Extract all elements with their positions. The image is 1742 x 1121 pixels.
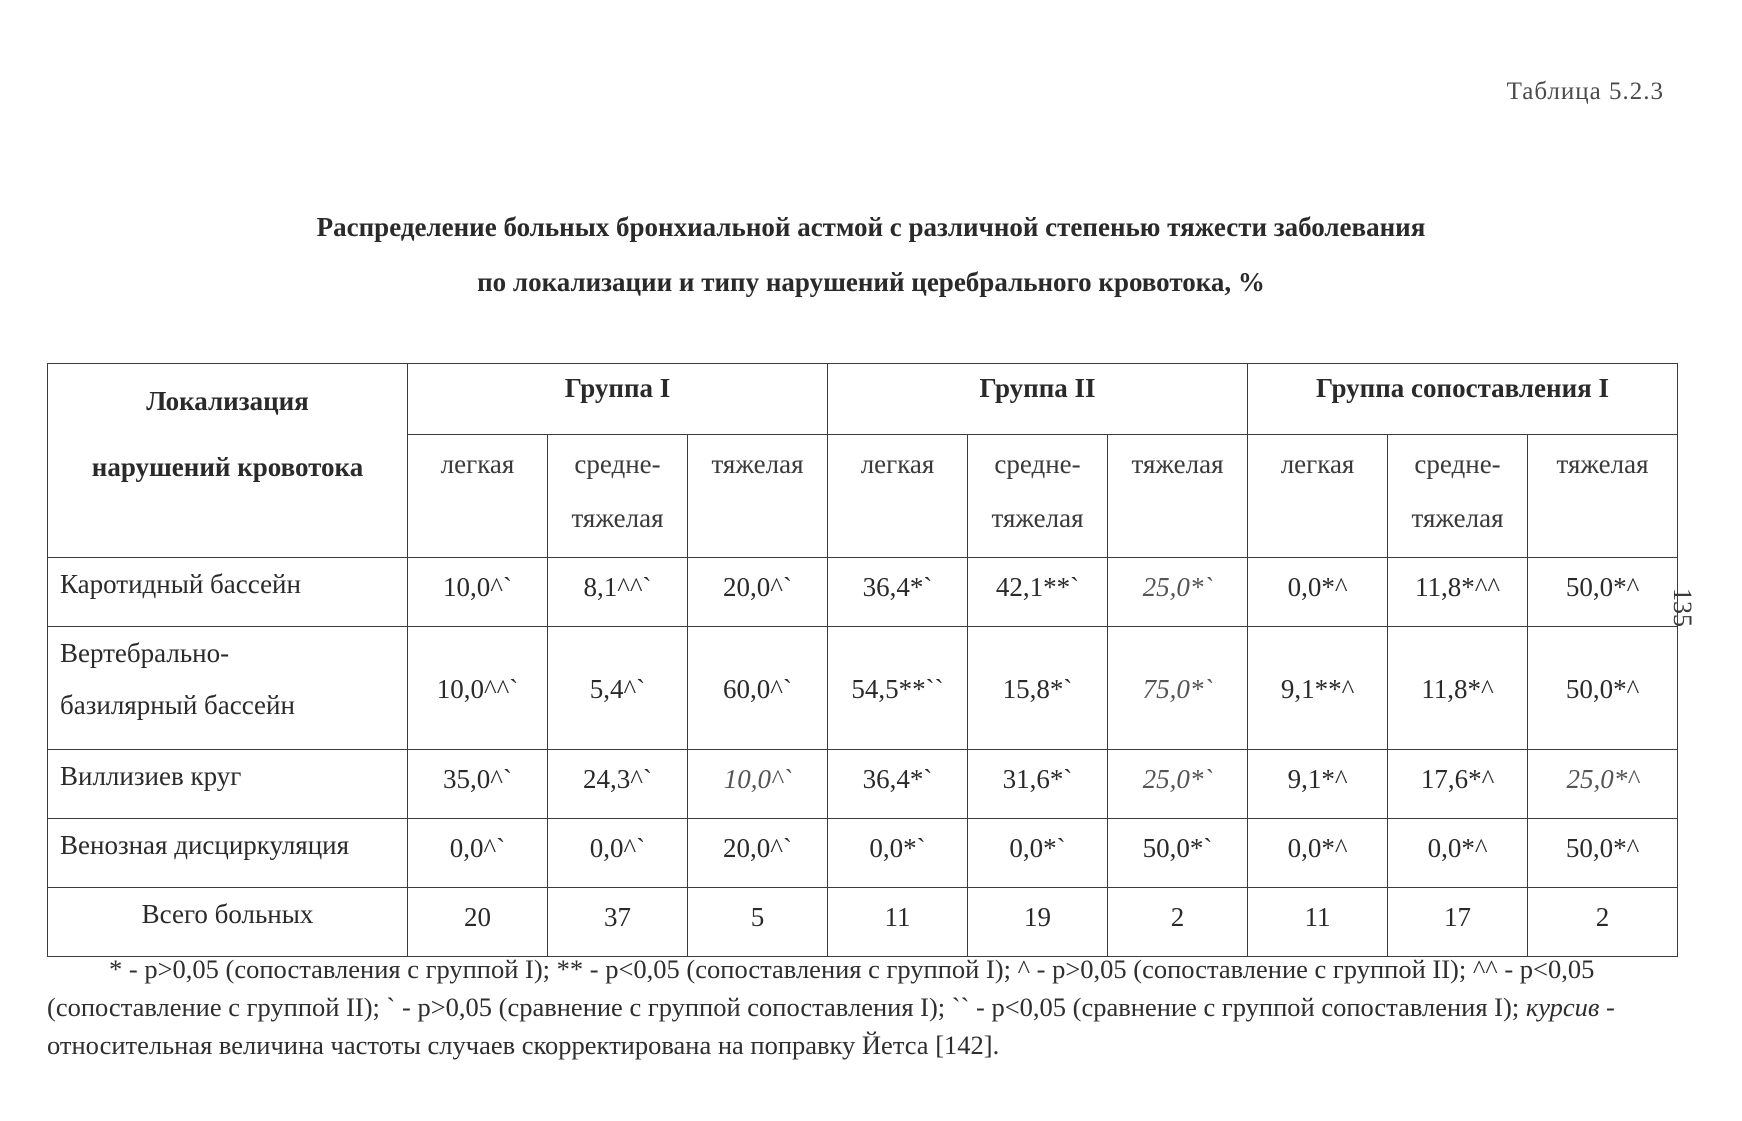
table-cell: 35,0^` (408, 750, 548, 819)
table-cell: 10,0^` (408, 558, 548, 627)
table-title (0, 200, 1742, 310)
table-cell: 42,1**` (968, 558, 1108, 627)
table-cell: 36,4*` (828, 558, 968, 627)
table-cell: 37 (548, 888, 688, 957)
severity-mild: легкая (1248, 435, 1388, 558)
row-label-line-2: базилярный бассейн (60, 690, 295, 720)
footnote-tail: - относительная величина частоты случаев скорректирована на поправку Йетса [142]. (47, 992, 1615, 1060)
table-cell: 50,0*^ (1528, 819, 1678, 888)
severity-moderate-line-2: тяжелая (991, 503, 1084, 533)
footnote-italic-word: курсив (1525, 992, 1600, 1022)
severity-moderate-line-1: средне- (1414, 449, 1501, 479)
table-cell: 20,0^` (688, 558, 828, 627)
table-cell: 15,8*` (968, 627, 1108, 750)
table-cell: 19 (968, 888, 1108, 957)
row-label: Венозная дисциркуляция (48, 819, 408, 888)
table-cell: 54,5**`` (828, 627, 968, 750)
severity-mild: легкая (408, 435, 548, 558)
table-row-total (48, 888, 1678, 957)
distribution-table (47, 363, 1678, 957)
table-cell: 10,0^^` (408, 627, 548, 750)
localization-header-line-2: нарушений кровотока (91, 452, 364, 482)
page-number: 135 (1668, 588, 1697, 627)
severity-moderate-line-2: тяжелая (571, 503, 664, 533)
table-title-line-2: по локализации и типу нарушений церебрального кровотока, % (477, 267, 1265, 297)
table-cell: 10,0^` (688, 750, 828, 819)
row-label: Каротидный бассейн (48, 558, 408, 627)
table-cell: 0,0^` (408, 819, 548, 888)
row-label: Всего больных (48, 888, 408, 957)
table-cell: 5 (688, 888, 828, 957)
table-cell: 25,0*` (1108, 558, 1248, 627)
table-cell: 0,0*` (828, 819, 968, 888)
row-label-line-1: Вертебрально- (60, 638, 230, 668)
table-cell: 9,1*^ (1248, 750, 1388, 819)
group-header-1: Группа I (408, 364, 828, 435)
table-cell: 25,0*^ (1528, 750, 1678, 819)
footnote-main: * - p>0,05 (сопоставления с группой I); ** - p<0,05 (сопоставления с группой I); ^ - p>0,05 (сопоставление с группой II); ^^ - p<0,05 (сопоставление с группой II); ` - p>0,05 (сравнение с группой сопоставления I); `` - p<0,05 (сравнение с группой сопоставления I); (47, 954, 1595, 1022)
table-cell: 8,1^^` (548, 558, 688, 627)
table-cell: 2 (1528, 888, 1678, 957)
table-row (48, 819, 1678, 888)
table-cell: 11 (828, 888, 968, 957)
table-cell: 0,0*` (968, 819, 1108, 888)
table-cell: 5,4^` (548, 627, 688, 750)
table-cell: 11,8*^^ (1388, 558, 1528, 627)
table-cell: 0,0*^ (1248, 819, 1388, 888)
table-cell: 31,6*` (968, 750, 1108, 819)
table-row (48, 558, 1678, 627)
header-row-groups (48, 364, 1678, 435)
table-footnotes (47, 950, 1679, 1064)
table-row (48, 750, 1678, 819)
table-cell: 11,8*^ (1388, 627, 1528, 750)
table-cell: 20,0^` (688, 819, 828, 888)
row-label: Виллизиев круг (48, 750, 408, 819)
table-cell: 24,3^` (548, 750, 688, 819)
severity-severe: тяжелая (1528, 435, 1678, 558)
table-row (48, 627, 1678, 750)
table-cell: 9,1**^ (1248, 627, 1388, 750)
severity-mild: легкая (828, 435, 968, 558)
table-cell: 75,0*` (1108, 627, 1248, 750)
severity-moderate (968, 435, 1108, 558)
severity-severe: тяжелая (1108, 435, 1248, 558)
table-cell: 50,0*^ (1528, 627, 1678, 750)
severity-severe: тяжелая (688, 435, 828, 558)
table-cell: 60,0^` (688, 627, 828, 750)
severity-moderate-line-1: средне- (574, 449, 661, 479)
table-cell: 50,0*` (1108, 819, 1248, 888)
table-cell: 0,0*^ (1248, 558, 1388, 627)
group-header-2: Группа II (828, 364, 1248, 435)
localization-header (48, 364, 408, 558)
severity-moderate (548, 435, 688, 558)
table-cell: 20 (408, 888, 548, 957)
severity-moderate-line-2: тяжелая (1411, 503, 1504, 533)
table-cell: 17 (1388, 888, 1528, 957)
table-cell: 11 (1248, 888, 1388, 957)
row-label (48, 627, 408, 750)
table-cell: 36,4*` (828, 750, 968, 819)
table-cell: 0,0*^ (1388, 819, 1528, 888)
table-cell: 50,0*^ (1528, 558, 1678, 627)
table-cell: 0,0^` (548, 819, 688, 888)
table-title-line-1: Распределение больных бронхиальной астмой с различной степенью тяжести заболевания (316, 212, 1426, 242)
table-number-label: Таблица 5.2.3 (1506, 78, 1664, 105)
severity-moderate-line-1: средне- (994, 449, 1081, 479)
severity-moderate (1388, 435, 1528, 558)
group-header-3: Группа сопоставления I (1248, 364, 1678, 435)
localization-header-line-1: Локализация (146, 386, 309, 416)
table-cell: 25,0*` (1108, 750, 1248, 819)
table-cell: 2 (1108, 888, 1248, 957)
table-cell: 17,6*^ (1388, 750, 1528, 819)
